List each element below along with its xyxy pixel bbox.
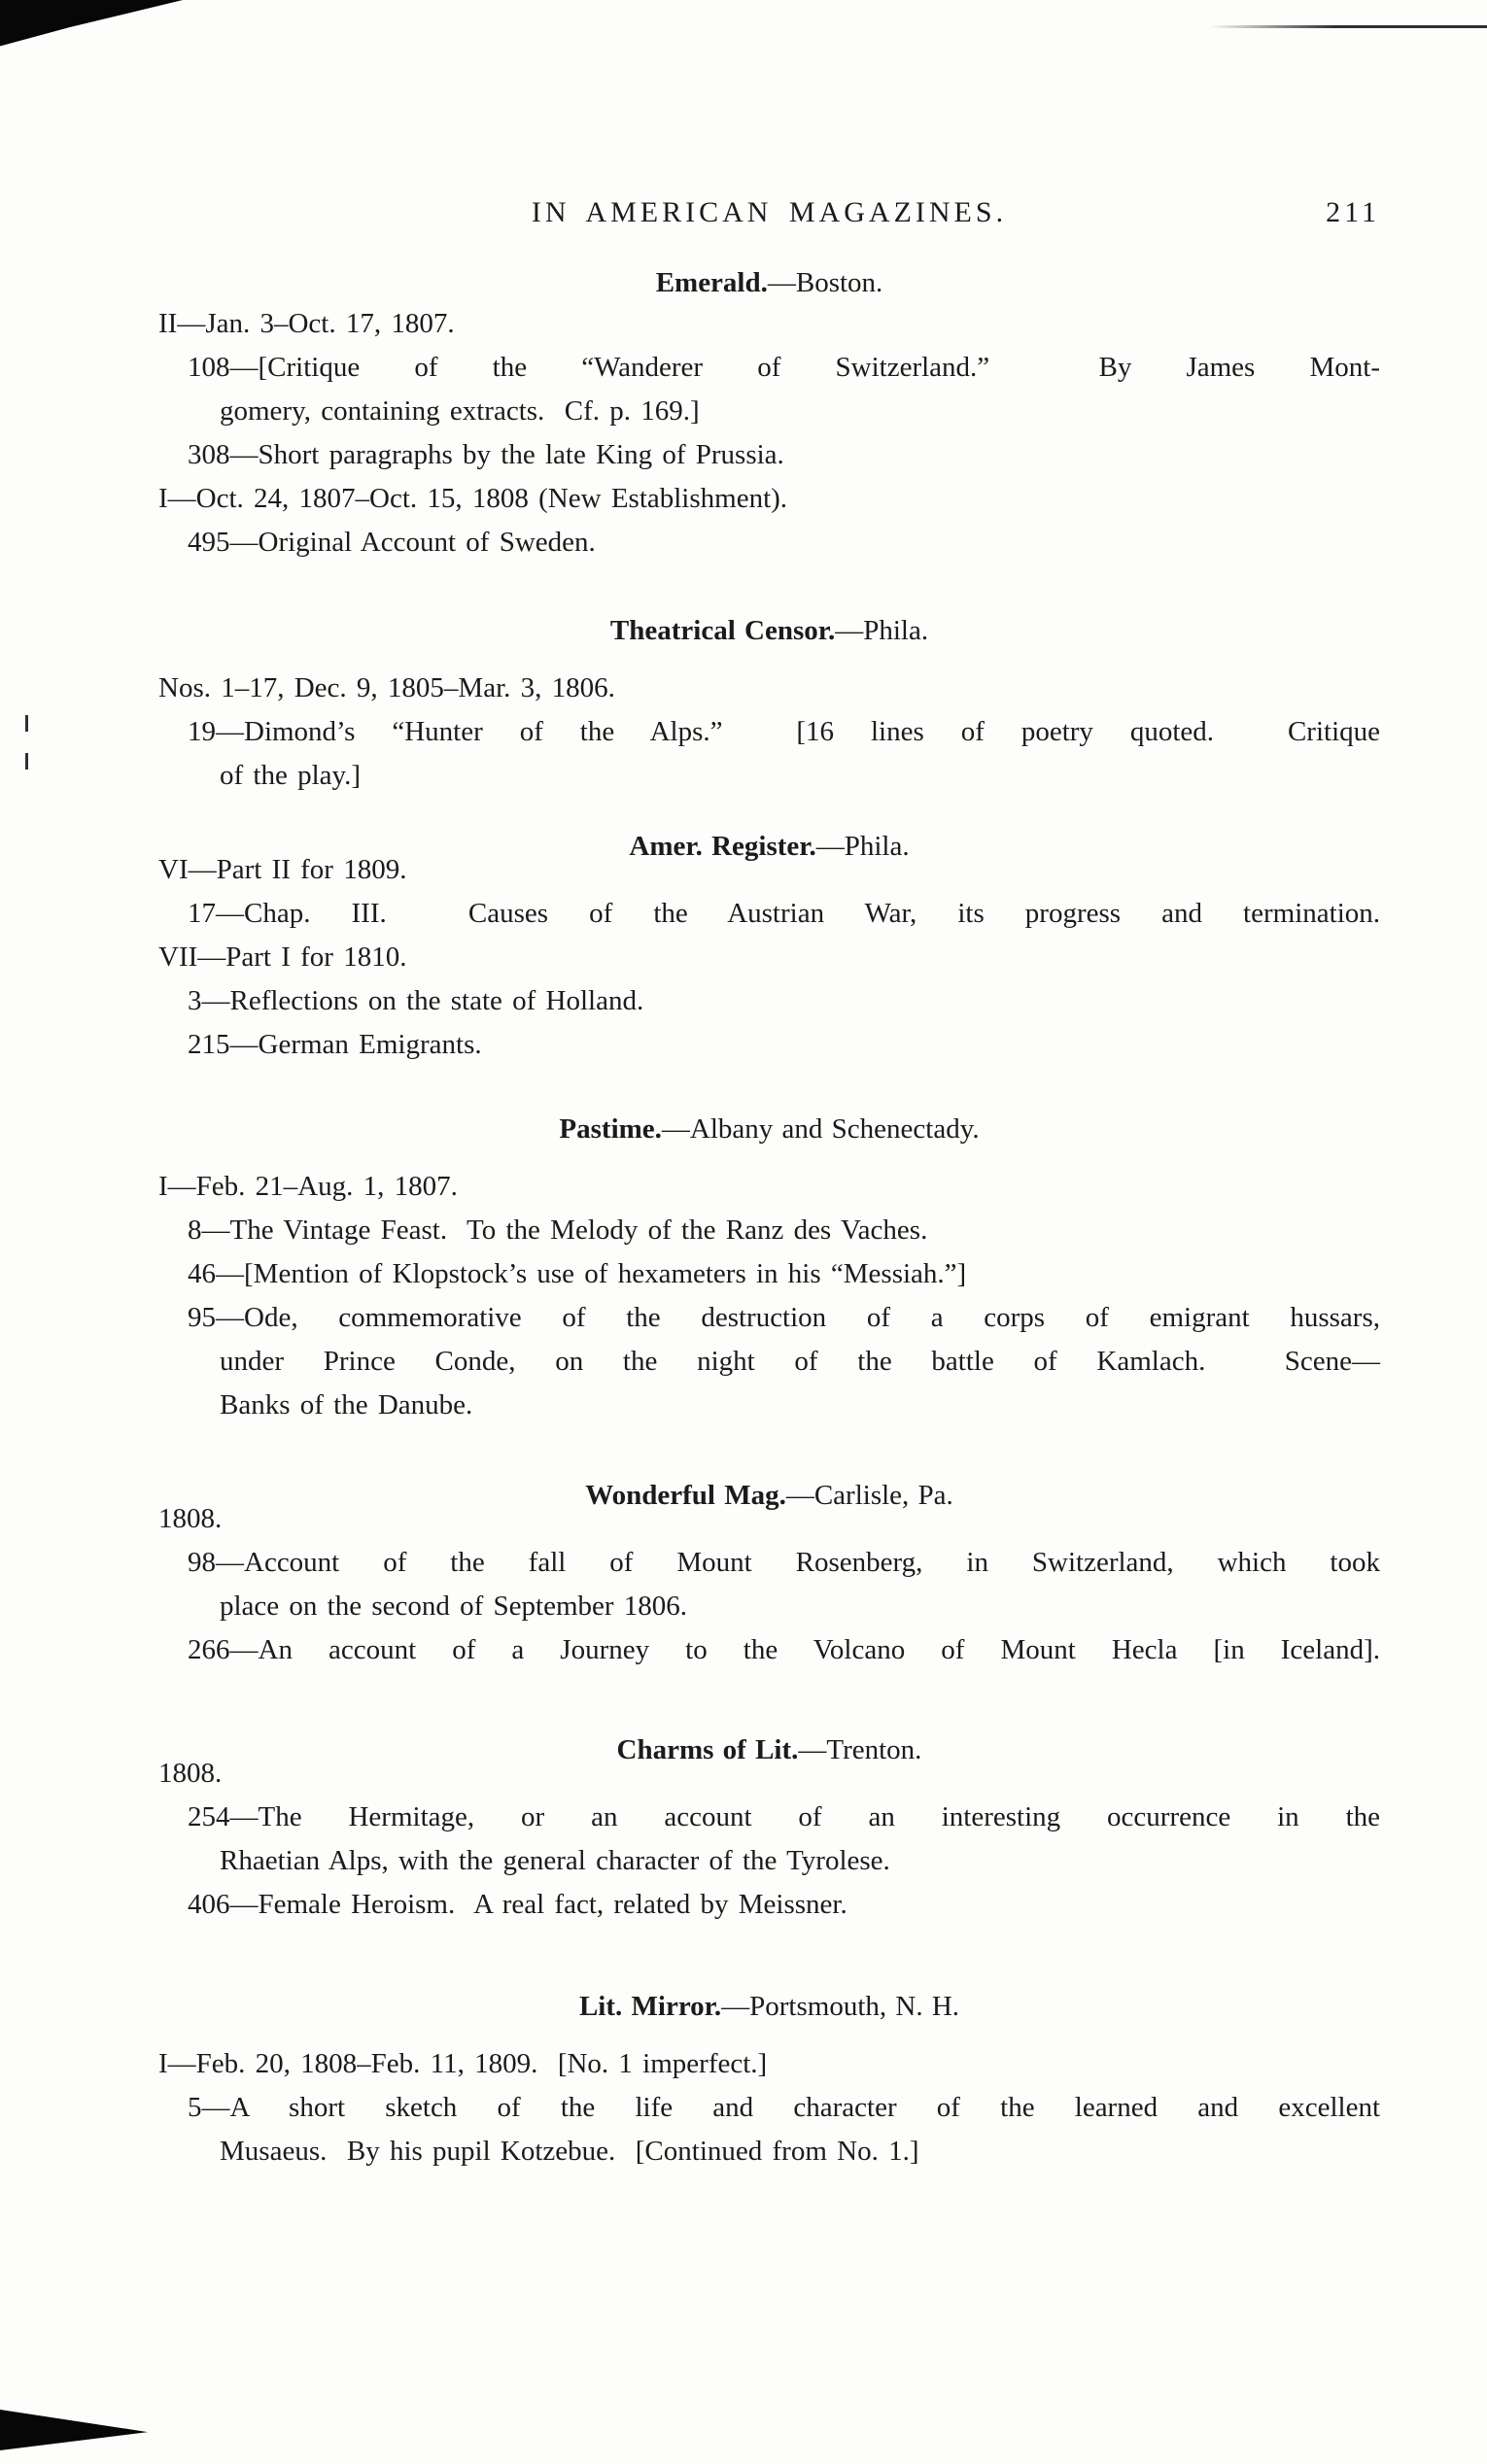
running-header: [158, 190, 1380, 234]
page-number: 211: [1326, 196, 1380, 228]
magazine-title: Theatrical Censor.: [609, 615, 836, 646]
entry-line: 266—An account of a Journey to the Volcano of Mount Hecla [in Iceland].: [188, 1634, 1380, 1665]
section-charms-of-lit: [158, 1728, 1380, 1927]
entry-line: under Prince Conde, on the night of the battle of Kamlach. Scene—: [220, 1346, 1380, 1377]
magazine-location: —Phila.: [815, 831, 910, 862]
magazine-title: Lit. Mirror.: [578, 1991, 722, 2022]
magazine-location: —Boston.: [767, 267, 883, 298]
section-heading: [158, 1985, 1380, 2029]
sections: [158, 261, 1380, 2173]
magazine-title: Charms of Lit.: [616, 1734, 799, 1765]
section-theatrical-censor: [158, 609, 1380, 798]
entry-line: 19—Dimond’s “Hunter of the Alps.” [16 lines of poetry quoted. Critique: [188, 716, 1380, 747]
section-entries: [158, 1165, 1380, 1427]
section-entries: [158, 1752, 1380, 1927]
entry-line: VI—Part II for 1809.: [158, 854, 407, 885]
entry-line: place on the second of September 1806.: [220, 1591, 688, 1622]
entry-line: VII—Part I for 1810.: [158, 941, 407, 973]
entry-line: 108—[Critique of the “Wanderer of Switzerland.” By James Mont-: [188, 352, 1380, 383]
magazine-location: —Portsmouth, N. H.: [721, 1991, 960, 2022]
scan-artifact-top-left-corner: [0, 0, 183, 52]
entry-line: 46—[Mention of Klopstock’s use of hexameters in his “Messiah.”]: [188, 1258, 967, 1289]
section-heading: [158, 1108, 1380, 1151]
page-content: [158, 0, 1380, 2173]
section-entries: [158, 667, 1380, 798]
magazine-location: —Phila.: [835, 615, 929, 646]
entry-line: 215—German Emigrants.: [188, 1029, 482, 1060]
entry-line: I—Feb. 21–Aug. 1, 1807.: [158, 1171, 458, 1202]
entry-line: 406—Female Heroism. A real fact, related by Meissner.: [188, 1889, 847, 1920]
magazine-location: —Albany and Schenectady.: [661, 1113, 980, 1145]
entry-line: Nos. 1–17, Dec. 9, 1805–Mar. 3, 1806.: [158, 672, 615, 703]
entry-line: Rhaetian Alps, with the general character of the Tyrolese.: [220, 1845, 890, 1876]
magazine-title: Pastime.: [559, 1113, 662, 1145]
section-entries: [158, 848, 1380, 1067]
section-heading: [158, 609, 1380, 653]
running-header-title: IN AMERICAN MAGAZINES.: [531, 196, 1008, 228]
magazine-location: —Trenton.: [798, 1734, 922, 1765]
scan-artifact-bottom-left-corner: [0, 2410, 148, 2450]
magazine-location: —Carlisle, Pa.: [785, 1480, 953, 1511]
entry-line: gomery, containing extracts. Cf. p. 169.]: [220, 395, 700, 427]
section-amer-register: [158, 825, 1380, 1067]
section-wonderful-mag: [158, 1474, 1380, 1672]
section-emerald: [158, 261, 1380, 565]
entry-line: 1808.: [158, 1503, 223, 1534]
scan-artifact-margin-mark-1: [25, 715, 28, 732]
section-heading: [158, 261, 1380, 305]
magazine-title: Amer. Register.: [629, 831, 816, 862]
entry-line: I—Feb. 20, 1808–Feb. 11, 1809. [No. 1 imperfect.]: [158, 2048, 768, 2079]
entry-line: 95—Ode, commemorative of the destruction of a corps of emigrant hussars,: [188, 1302, 1380, 1333]
entry-line: 8—The Vintage Feast. To the Melody of the Ranz des Vaches.: [188, 1215, 928, 1246]
magazine-title: Wonderful Mag.: [585, 1480, 786, 1511]
entry-line: Banks of the Danube.: [220, 1389, 473, 1420]
entry-line: 254—The Hermitage, or an account of an interesting occurrence in the: [188, 1801, 1380, 1832]
entry-line: 5—A short sketch of the life and character of the learned and excellent: [188, 2092, 1380, 2123]
entry-line: II—Jan. 3–Oct. 17, 1807.: [158, 308, 455, 339]
section-entries: [158, 302, 1380, 565]
entry-line: 1808.: [158, 1758, 223, 1789]
entry-line: 17—Chap. III. Causes of the Austrian War, its progress and termination.: [188, 898, 1380, 929]
section-entries: [158, 2042, 1380, 2173]
entry-line: 3—Reflections on the state of Holland.: [188, 985, 644, 1016]
entry-line: of the play.]: [220, 760, 362, 791]
magazine-title: Emerald.: [655, 267, 768, 298]
entry-line: I—Oct. 24, 1807–Oct. 15, 1808 (New Establishment).: [158, 483, 788, 514]
entry-line: 495—Original Account of Sweden.: [188, 527, 596, 558]
section-pastime: [158, 1108, 1380, 1427]
entry-line: Musaeus. By his pupil Kotzebue. [Continued from No. 1.]: [220, 2136, 919, 2167]
entry-line: 308—Short paragraphs by the late King of Prussia.: [188, 439, 784, 470]
section-lit-mirror: [158, 1985, 1380, 2173]
section-entries: [158, 1497, 1380, 1672]
entry-line: 98—Account of the fall of Mount Rosenberg, in Switzerland, which took: [188, 1547, 1380, 1578]
scan-artifact-margin-mark-2: [25, 753, 28, 770]
